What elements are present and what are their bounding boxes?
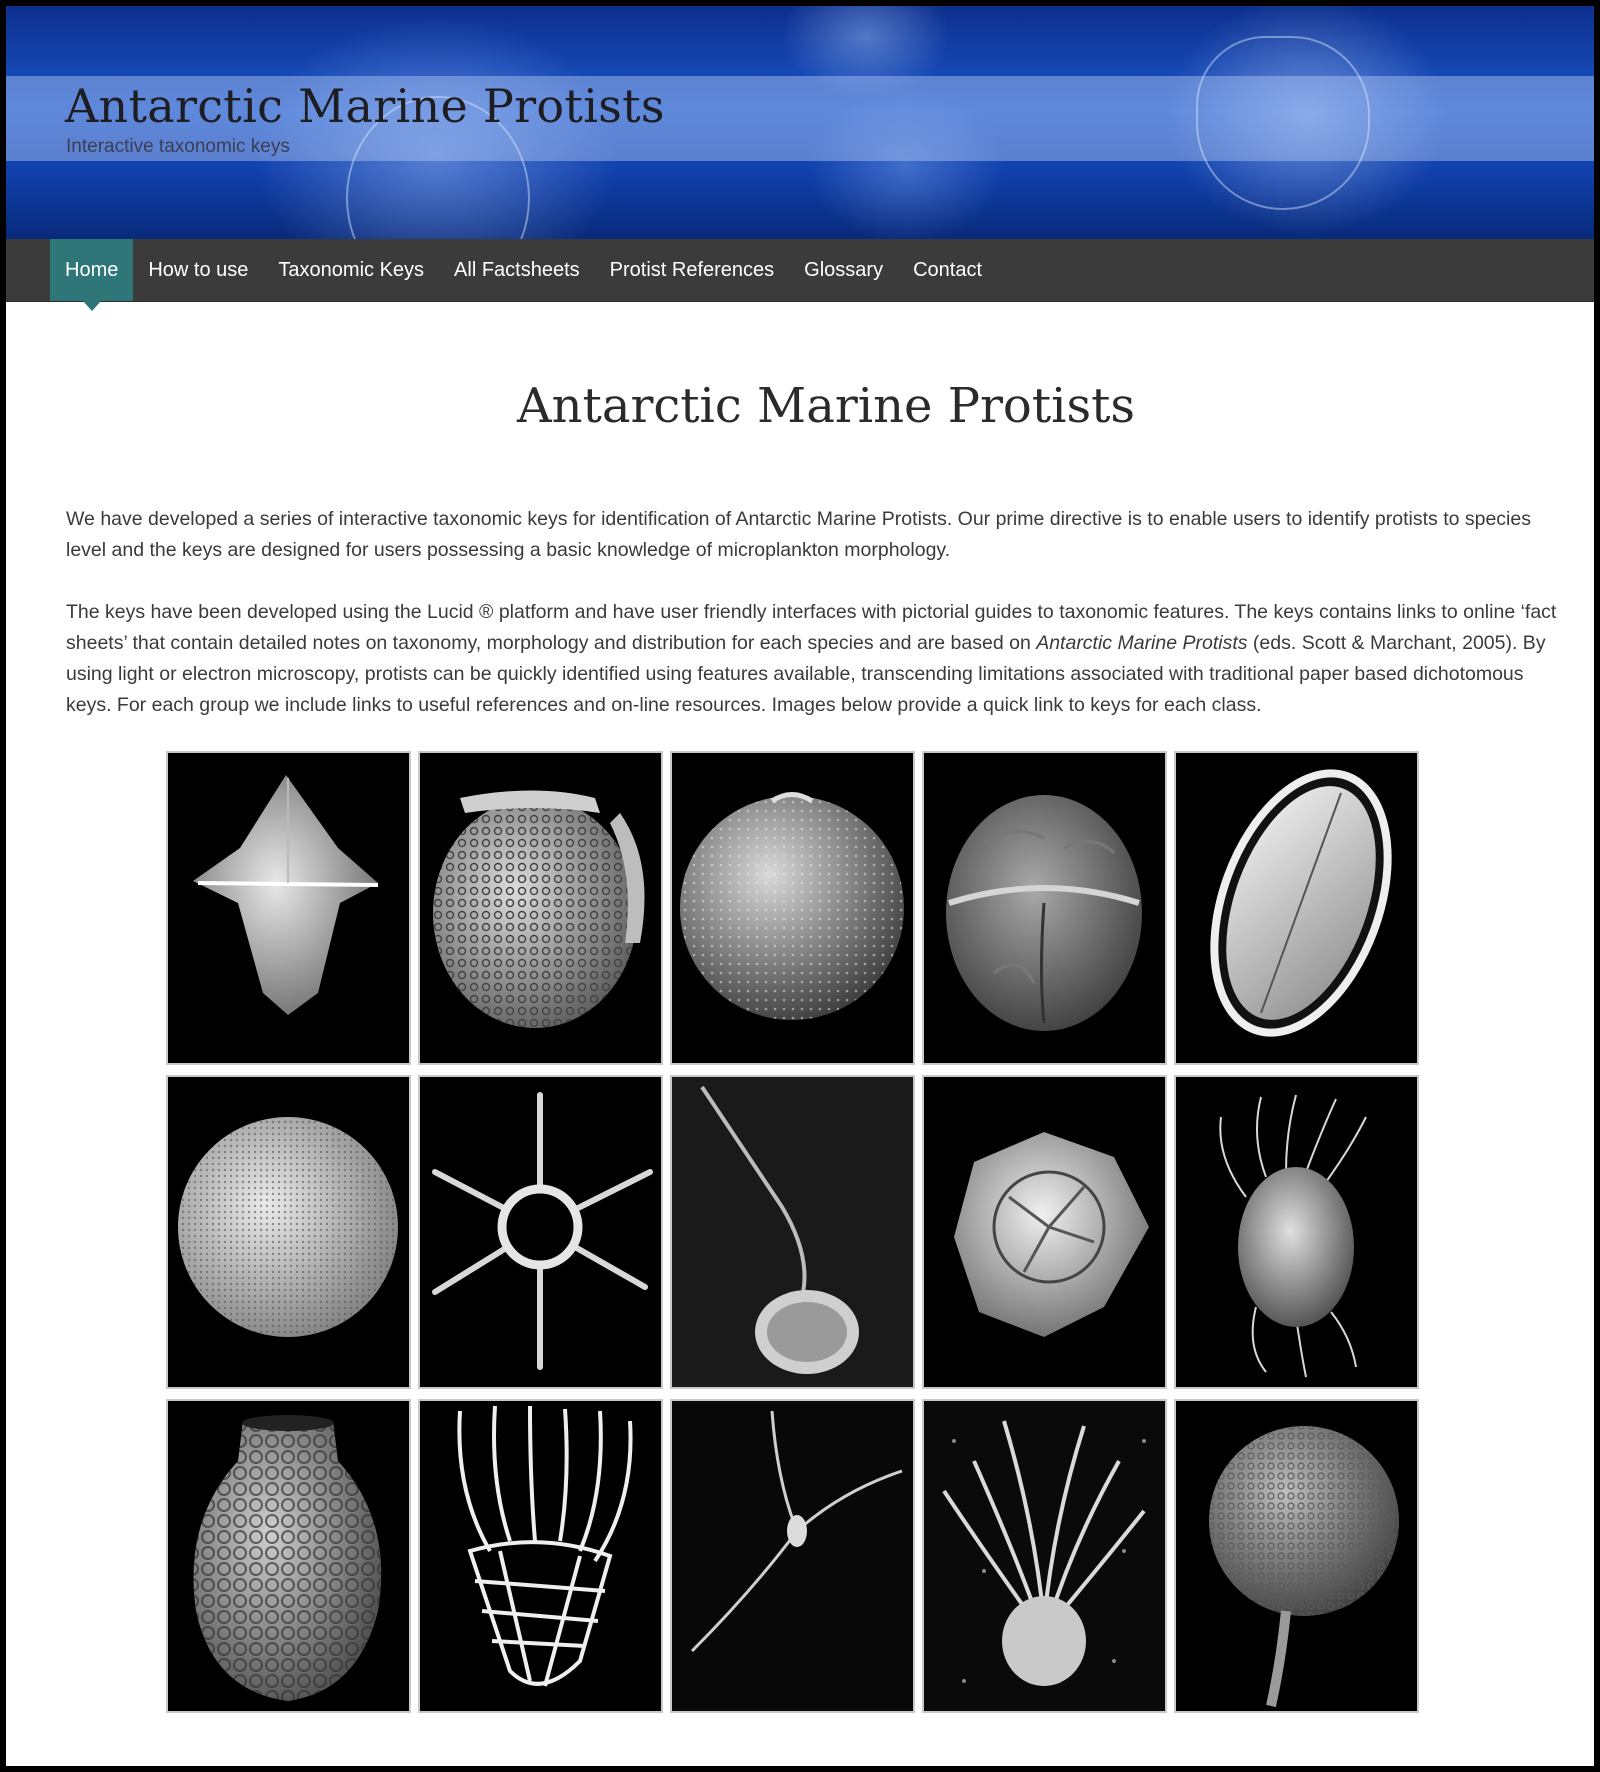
ciliate-image[interactable] — [1174, 1075, 1419, 1389]
choanoflagellate-basket-image[interactable] — [418, 1399, 663, 1713]
protist-gallery — [166, 751, 1420, 1699]
site-title[interactable]: Antarctic Marine Protists — [65, 79, 665, 133]
book-title: Antarctic Marine Protists — [1036, 632, 1248, 654]
star-skeleton-image[interactable] — [418, 1075, 663, 1389]
page-title: Antarctic Marine Protists — [516, 378, 1136, 434]
banner-cell-decoration — [1196, 36, 1370, 210]
description-text-continued: (eds. Scott & Marchant, 2005). By using light or electron microscopy, protists can be quickly identified using features available, transcending limitations associated with traditional paper based dichotomous keys. For each group we include links to useful references and on-line resources. Images below provide a quick link to keys for each class. — [66, 632, 1546, 716]
spiked-dinoflagellate-image[interactable] — [166, 751, 411, 1065]
nav-item-taxonomic-keys[interactable]: Taxonomic Keys — [278, 259, 425, 281]
nav-item-home[interactable]: Home — [50, 239, 133, 301]
radiating-spines-image[interactable] — [922, 1399, 1167, 1713]
nav-item-how-to-use[interactable]: How to use — [148, 259, 249, 281]
reticulate-dinoflagellate-image[interactable] — [418, 751, 663, 1065]
page — [6, 6, 1594, 1766]
description-paragraph — [66, 597, 1566, 721]
pennate-diatom-image[interactable] — [1174, 751, 1419, 1065]
silicoflagellate-image[interactable] — [922, 1075, 1167, 1389]
tintinnid-lorica-image[interactable] — [166, 1399, 411, 1713]
nav-item-protist-references[interactable]: Protist References — [609, 259, 775, 281]
wrinkled-dinoflagellate-image[interactable] — [922, 751, 1167, 1065]
description-text: The keys have been developed using the Lucid ® platform and have user friendly interfaces with pictorial guides to taxonomic features. The keys contains links to online ‘fact sheets’ that contain detailed notes on taxonomy, morphology and distribution for each species and are based on — [66, 601, 1557, 654]
spherical-dinoflagellate-image[interactable] — [670, 751, 915, 1065]
nav-item-all-factsheets[interactable]: All Factsheets — [454, 259, 580, 281]
header-banner — [6, 6, 1594, 239]
nav-item-glossary[interactable]: Glossary — [804, 259, 884, 281]
site-tagline: Interactive taxonomic keys — [66, 136, 290, 157]
intro-paragraph: We have developed a series of interactive taxonomic keys for identification of Antarctic Marine Protists. Our prime directive is to enable users to identify protists to species level and the keys are designed for users possessing a basic knowledge of microplankton morphology. — [66, 508, 1531, 561]
stalked-sphere-image[interactable] — [1174, 1399, 1419, 1713]
centric-diatom-image[interactable] — [166, 1075, 411, 1389]
flagellated-cell-image[interactable] — [670, 1075, 915, 1389]
spined-cell-image[interactable] — [670, 1399, 915, 1713]
main-navigation — [6, 239, 1594, 302]
nav-item-contact[interactable]: Contact — [913, 259, 983, 281]
